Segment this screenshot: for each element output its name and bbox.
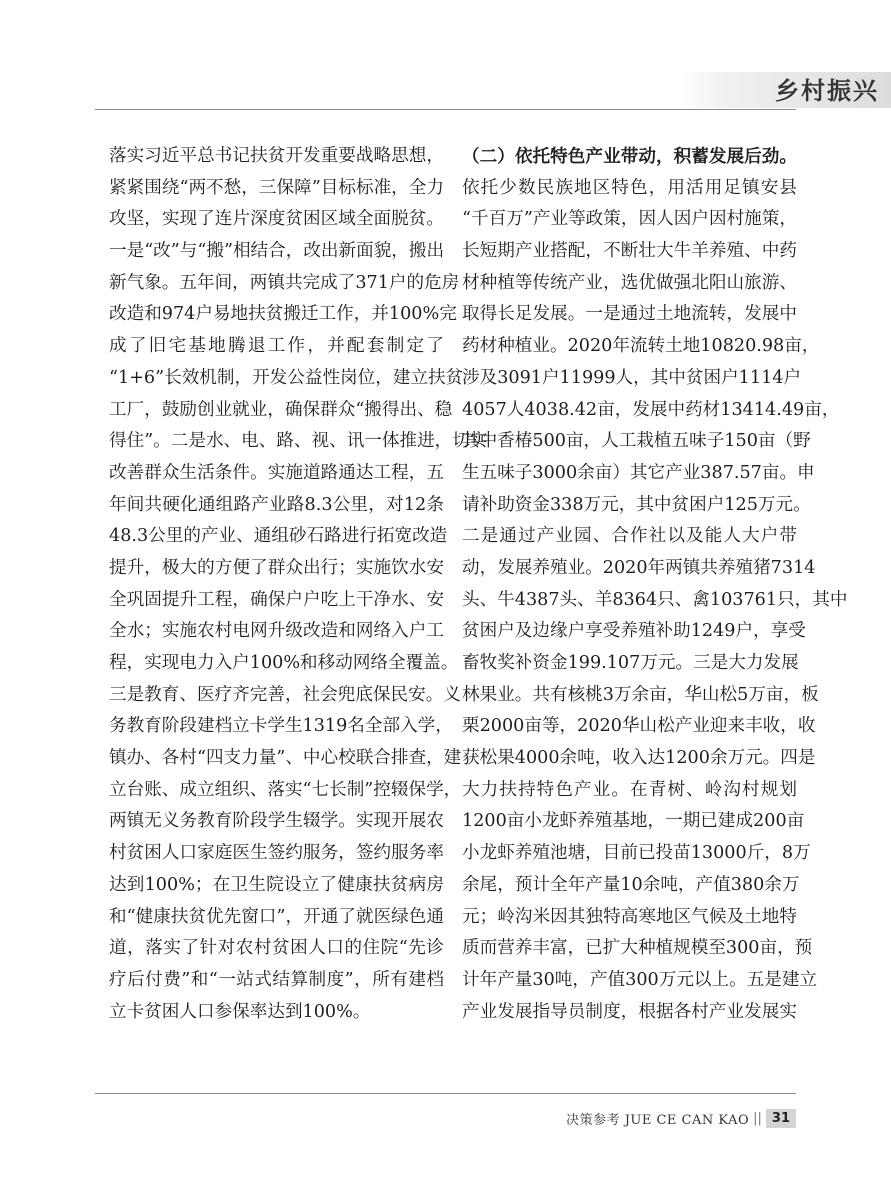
text-line: 镇办、各村“四支力量”、中心校联合排查，建 — [109, 748, 462, 769]
text-line: 成了旧宅基地腾退工作，并配套制定了 — [109, 336, 444, 357]
text-line: 4057人4038.42亩，发展中药材13414.49亩， — [462, 399, 840, 420]
text-line: 贫困户及边缘户享受养殖补助1249户，享受 — [462, 621, 806, 642]
left-column — [109, 141, 488, 1028]
text-line: 质而营养丰富，已扩大种植规模至300亩，预 — [462, 938, 813, 959]
text-line: 新气象。五年间，两镇共完成了371户的危房 — [109, 272, 460, 293]
text-line: 元；岭沟米因其独特高寒地区气候及土地特 — [462, 906, 797, 927]
section-title: 乡村振兴 — [775, 77, 879, 105]
text-line: 1200亩小龙虾养殖基地，一期已建成200亩 — [462, 811, 805, 832]
text-line: 年间共硬化通组路产业路8.3公里，对12条 — [109, 494, 444, 515]
text-line: 余尾，预计全年产量10余吨，产值380余万 — [462, 874, 800, 895]
page-number: 31 — [766, 1109, 796, 1128]
text-line: 得住”。二是水、电、路、视、讯一体推进，切实 — [109, 431, 488, 452]
text-line: 改善群众生活条件。实施道路通达工程，五 — [109, 462, 444, 483]
text-line: 其中香椿500亩，人工栽植五味子150亩（野 — [462, 431, 811, 452]
text-line: 头、牛4387头、羊8364只、禽103761只，其中 — [462, 589, 848, 610]
text-line: 取得长足发展。一是通过土地流转，发展中 — [462, 304, 797, 325]
text-line: 三是教育、医疗齐完善，社会兜底保民安。义 — [109, 684, 461, 705]
text-line: 产业发展指导员制度，根据各村产业发展实 — [462, 1001, 797, 1022]
text-line: 全水；实施农村电网升级改造和网络入户工 — [109, 621, 444, 642]
text-line: 计年产量30吨，产值300万元以上。五是建立 — [462, 969, 818, 990]
text-line: 疗后付费”和“一站式结算制度”，所有建档 — [109, 969, 444, 990]
text-line: 达到100%；在卫生院设立了健康扶贫病房 — [109, 874, 444, 895]
publication-name: 决策参考 JUE CE CAN KAO — [566, 1112, 750, 1128]
text-line: 两镇无义务教育阶段学生辍学。实现开展农 — [109, 811, 444, 832]
text-line: 攻坚，实现了连片深度贫困区域全面脱贫。 — [109, 209, 444, 230]
text-line: 小龙虾养殖池塘，目前已投苗13000斤，8万 — [462, 843, 811, 864]
text-line: 二是通过产业园、合作社以及能人大户带 — [462, 526, 797, 547]
header-divider — [95, 109, 796, 110]
text-line: 涉及3091户11999人，其中贫困户1114户 — [462, 367, 802, 388]
text-line: 获松果4000余吨，收入达1200余万元。四是 — [462, 748, 816, 769]
section-heading: （二）依托特色产业带动，积蓄发展后劲。 — [462, 146, 797, 167]
text-line: 改造和974户易地扶贫搬迁工作，并100%完 — [109, 304, 457, 325]
text-line: 提升，极大的方便了群众出行；实施饮水安 — [109, 557, 444, 578]
text-line: 动，发展养殖业。2020年两镇共养殖猪7314 — [462, 557, 816, 578]
text-line: 紧紧围绕“两不愁，三保障”目标标准，全力 — [109, 177, 444, 198]
footer-separator: || — [753, 1110, 762, 1126]
text-line: 畜牧奖补资金199.107万元。三是大力发展 — [462, 653, 799, 673]
text-line: 请补助资金338万元，其中贫困户125万元。 — [462, 494, 811, 515]
footer-divider — [95, 1093, 796, 1094]
page-footer — [566, 1106, 796, 1130]
text-line: 依托少数民族地区特色，用活用足镇安县 — [462, 177, 797, 198]
text-line: 村贫困人口家庭医生签约服务，签约服务率 — [109, 843, 444, 864]
text-line: 林果业。共有核桃3万余亩，华山松5万亩，板 — [462, 684, 819, 705]
right-column — [462, 141, 848, 1028]
text-line: 全巩固提升工程，确保户户吃上干净水、安 — [109, 589, 444, 610]
text-line: 一是“改”与“搬”相结合，改出新面貌，搬出 — [109, 241, 445, 262]
text-line: 和“健康扶贫优先窗口”，开通了就医绿色通 — [109, 906, 444, 927]
text-line: 立卡贫困人口参保率达到100%。 — [109, 1001, 371, 1022]
text-line: “千百万”产业等政策，因人因户因村施策， — [462, 209, 797, 230]
text-line: 生五味子3000余亩）其它产业387.57亩。申 — [462, 462, 815, 483]
text-line: 务教育阶段建档立卡学生1319名全部入学， — [109, 716, 453, 737]
text-line: 落实习近平总书记扶贫开发重要战略思想， — [109, 146, 444, 166]
text-line: 立台账、成立组织、落实“七长制”控辍保学， — [109, 779, 462, 800]
text-line: 48.3公里的产业、通组砂石路进行拓宽改造 — [109, 526, 448, 547]
text-line: “1+6”长效机制，开发公益性岗位，建立扶贫 — [109, 367, 464, 388]
text-line: 道，落实了针对农村贫困人口的住院“先诊 — [109, 938, 444, 959]
text-line: 工厂，鼓励创业就业，确保群众“搬得出、稳 — [109, 399, 453, 420]
text-line: 药材种植业。2020年流转土地10820.98亩， — [462, 336, 820, 357]
text-line: 程，实现电力入户100%和移动网络全覆盖。 — [109, 653, 459, 673]
text-line: 栗2000亩等，2020华山松产业迎来丰收，收 — [462, 716, 816, 737]
text-line: 大力扶持特色产业。在青树、岭沟村规划 — [462, 779, 797, 800]
text-line: 材种植等传统产业，选优做强北阳山旅游、 — [462, 272, 797, 293]
text-line: 长短期产业搭配，不断壮大牛羊养殖、中药 — [462, 241, 797, 262]
